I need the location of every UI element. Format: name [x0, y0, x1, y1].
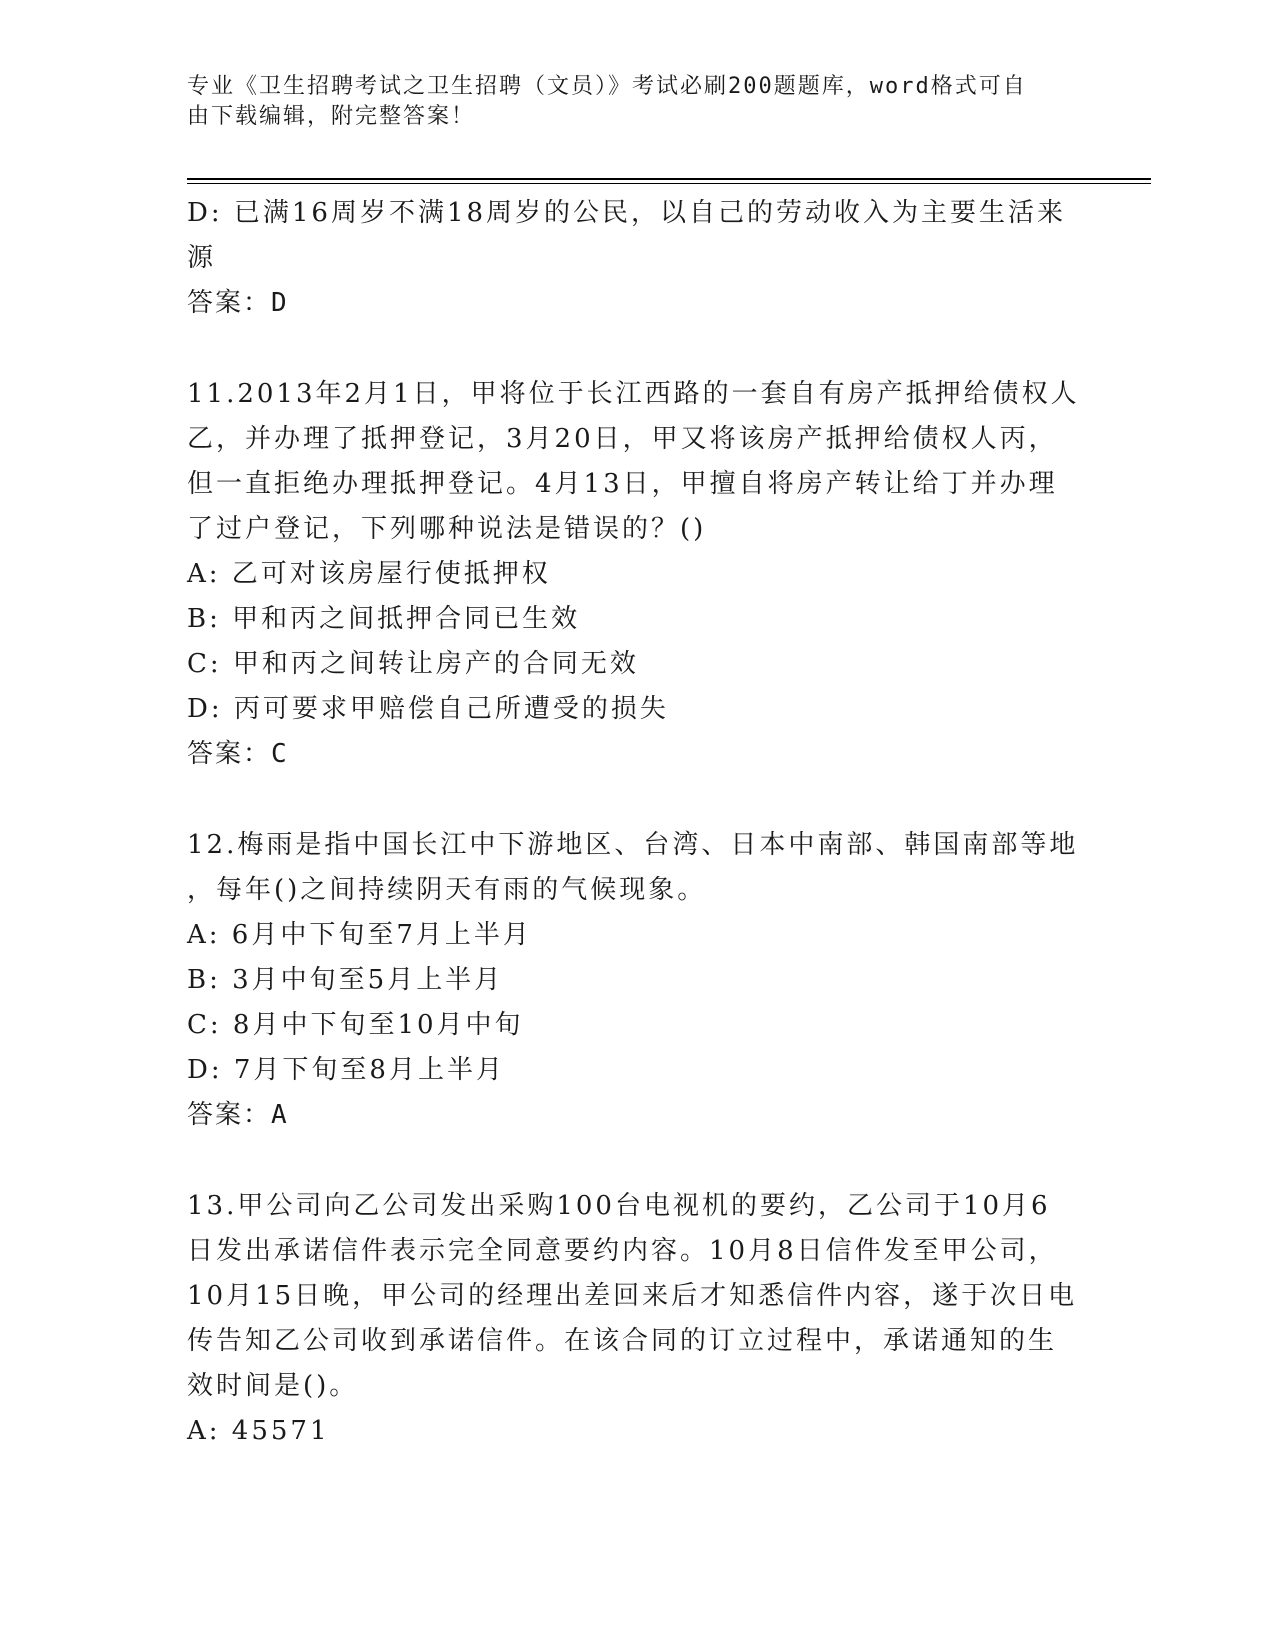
option-line: C: 甲和丙之间转让房产的合同无效	[187, 649, 639, 679]
option-line: B: 3月中旬至5月上半月	[187, 965, 504, 995]
option-line: D: 7月下旬至8月上半月	[187, 1055, 505, 1085]
question-line: 了过户登记，下列哪种说法是错误的？()	[187, 514, 707, 544]
header-line-2: 由下载编辑，附完整答案！	[187, 104, 476, 129]
question-line: 但一直拒绝办理抵押登记。4月13日，甲擅自将房产转让给丁并办理	[187, 469, 1058, 499]
block-gap	[187, 777, 1087, 823]
question-block	[187, 823, 1087, 1138]
question-line: 源	[187, 243, 217, 273]
option-line: B: 甲和丙之间抵押合同已生效	[187, 604, 581, 634]
question-line: 传告知乙公司收到承诺信件。在该合同的订立过程中，承诺通知的生	[187, 1326, 1058, 1356]
question-block	[187, 1184, 1087, 1454]
question-line: 10月15日晚，甲公司的经理出差回来后才知悉信件内容，遂于次日电	[187, 1281, 1078, 1311]
answer-line: 答案：A	[187, 1100, 289, 1130]
question-line: 日发出承诺信件表示完全同意要约内容。10月8日信件发至甲公司，	[187, 1236, 1058, 1266]
option-line: A: 乙可对该房屋行使抵押权	[187, 559, 551, 589]
question-line: 11.2013年2月1日，甲将位于长江西路的一套自有房产抵押给债权人	[187, 379, 1080, 409]
header-line-1: 专业《卫生招聘考试之卫生招聘（文员）》考试必刷200题题库，word格式可自	[187, 74, 1027, 99]
question-line: 13.甲公司向乙公司发出采购100台电视机的要约，乙公司于10月6	[187, 1191, 1051, 1221]
option-line: A: 6月中下旬至7月上半月	[187, 920, 532, 950]
question-list	[187, 191, 1087, 1454]
answer-line: 答案：C	[187, 739, 289, 769]
answer-line: 答案：D	[187, 288, 289, 318]
document-header	[187, 72, 1067, 132]
option-line: A: 45571	[187, 1416, 330, 1446]
option-line: C: 8月中下旬至10月中旬	[187, 1010, 524, 1040]
question-line: 乙，并办理了抵押登记，3月20日，甲又将该房产抵押给债权人丙，	[187, 424, 1058, 454]
question-line: 12.梅雨是指中国长江中下游地区、台湾、日本中南部、韩国南部等地	[187, 830, 1079, 860]
question-block	[187, 191, 1087, 326]
header-divider-thin	[187, 183, 1151, 184]
question-line: ，每年()之间持续阴天有雨的气候现象。	[187, 875, 707, 905]
question-line: 效时间是()。	[187, 1371, 359, 1401]
block-gap	[187, 1138, 1087, 1184]
header-divider-thick	[187, 178, 1151, 180]
question-block	[187, 372, 1087, 777]
option-line: D: 丙可要求甲赔偿自己所遭受的损失	[187, 694, 669, 724]
block-gap	[187, 326, 1087, 372]
question-line: D: 已满16周岁不满18周岁的公民，以自己的劳动收入为主要生活来	[187, 198, 1067, 228]
